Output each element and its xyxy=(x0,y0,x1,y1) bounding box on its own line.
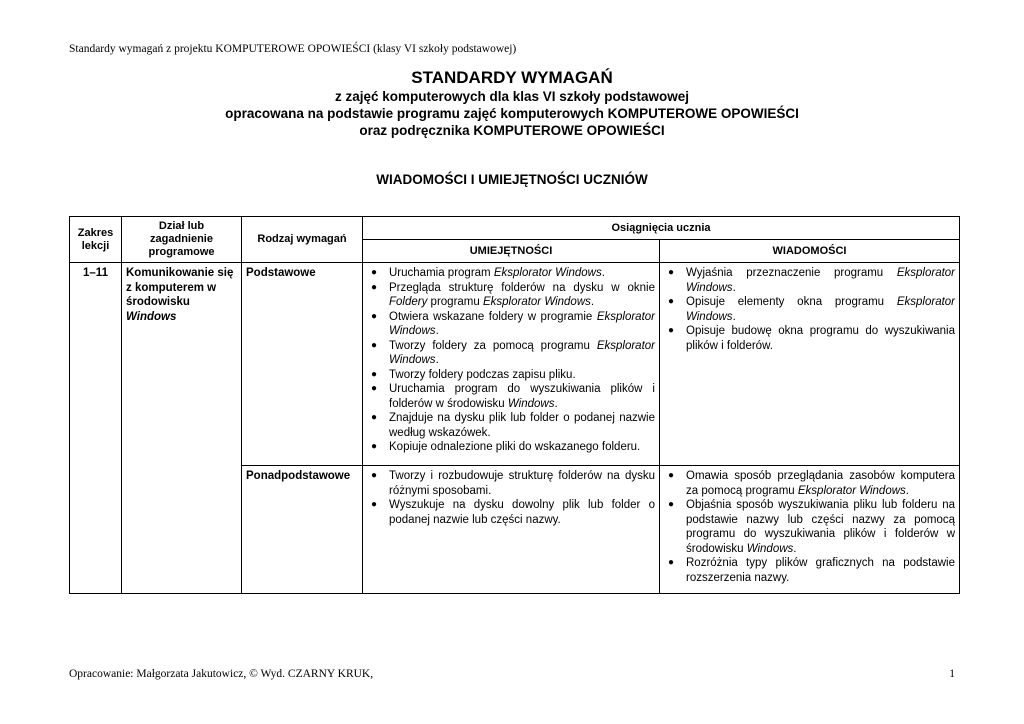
document-subtitle-line-3: oraz podręcznika KOMPUTEROWE OPOWIEŚCI xyxy=(359,123,665,138)
topic-cell xyxy=(122,263,242,594)
footer-text: Opracowanie: Małgorzata Jakutowicz, © Wyd. CZARNY KRUK, xyxy=(69,668,374,680)
level-basic: Podstawowe xyxy=(242,263,363,466)
bullet-item xyxy=(371,281,655,310)
bullet-item xyxy=(371,498,655,527)
document-title-block xyxy=(0,68,1024,139)
bullet-icon: ● xyxy=(668,267,675,278)
skills-advanced-cell xyxy=(363,466,660,594)
bullet-item xyxy=(371,440,655,455)
bullet-icon: ● xyxy=(668,557,675,568)
bullet-text: Tworzy foldery podczas zapisu pliku. xyxy=(389,368,576,381)
bullet-text: Opisuje budowę okna programu do wyszukiwania plików i folderów. xyxy=(686,325,956,352)
bullet-item xyxy=(668,556,956,585)
bullet-text-italic: Eksplorator Windows xyxy=(686,296,956,323)
bullet-item xyxy=(371,469,655,498)
bullet-text: . xyxy=(435,325,439,337)
bullet-icon: ● xyxy=(371,441,378,452)
header-topic: Dział lub zagadnienie programowe xyxy=(122,217,242,263)
bullet-icon: ● xyxy=(371,470,378,481)
bullet-text: Opisuje elementy okna programu xyxy=(686,296,897,308)
page-footer xyxy=(69,668,959,680)
bullet-item xyxy=(371,382,655,411)
level-advanced: Ponadpodstawowe xyxy=(242,466,363,594)
page-header: Standardy wymagań z projektu KOMPUTEROWE OPOWIEŚCI (klasy VI szkoły podstawowej) xyxy=(69,43,517,55)
bullet-icon: ● xyxy=(668,296,675,307)
bullet-text: . xyxy=(590,296,595,308)
bullet-text-italic: Eksplorator Windows xyxy=(797,484,906,497)
bullet-item xyxy=(371,310,655,339)
bullet-icon: ● xyxy=(371,383,378,394)
bullet-text: . xyxy=(905,484,909,497)
bullet-text-italic: Windows xyxy=(746,542,794,555)
bullet-text: Tworzy foldery za pomocą programu xyxy=(389,339,597,352)
bullet-text-italic: Eksplorator Windows xyxy=(482,296,591,308)
header-level: Rodzaj wymagań xyxy=(242,217,363,263)
knowledge-basic-cell xyxy=(660,263,960,466)
bullet-text: Omawia sposób przeglądania zasobów komputera za pomocą programu xyxy=(686,470,956,497)
bullet-text: Otwiera wskazane foldery w programie xyxy=(389,310,597,323)
bullet-item xyxy=(371,266,655,281)
knowledge-basic-list xyxy=(664,266,955,353)
bullet-text: programu xyxy=(427,296,483,308)
bullet-text: Przegląda strukturę folderów na dysku w oknie xyxy=(389,281,655,294)
bullet-icon: ● xyxy=(371,339,378,351)
document-subtitle-line-2: opracowana na podstawie programu zajęć komputerowych KOMPUTEROWE OPOWIEŚCI xyxy=(225,106,799,121)
header-knowledge: WIADOMOŚCI xyxy=(660,240,960,263)
skills-basic-cell xyxy=(363,263,660,466)
bullet-text: Objaśnia sposób wyszukiwania pliku lub folderu na podstawie nazwy lub części nazwy za pomocą programu do wyszukiwania plików i folderów w środowisku xyxy=(686,499,956,555)
bullet-text-italic: Eksplorator Windows xyxy=(389,339,655,366)
bullet-text: Wyjaśnia przeznaczenie programu xyxy=(686,267,897,279)
bullet-text: Kopiuje odnalezione pliki do wskazanego folderu. xyxy=(389,441,641,453)
bullet-item xyxy=(668,498,956,556)
bullet-item xyxy=(371,368,655,383)
bullet-icon: ● xyxy=(668,470,675,481)
bullet-text: . xyxy=(554,397,558,410)
bullet-item xyxy=(371,411,655,440)
bullet-text: . xyxy=(435,354,439,366)
topic-text-italic: Windows xyxy=(126,310,177,323)
bullet-icon: ● xyxy=(371,267,378,278)
bullet-item xyxy=(371,339,655,368)
bullet-text: Uruchamia program xyxy=(389,267,494,279)
table-header-row xyxy=(70,217,960,240)
skills-advanced-list xyxy=(367,469,655,527)
bullet-icon: ● xyxy=(668,499,675,510)
bullet-icon: ● xyxy=(371,281,378,293)
bullet-text-italic: Eksplorator Windows xyxy=(493,267,602,279)
bullet-item xyxy=(668,266,956,295)
bullet-text: . xyxy=(793,542,797,555)
page-number: 1 xyxy=(949,668,955,680)
knowledge-advanced-cell xyxy=(660,466,960,594)
bullet-item xyxy=(668,295,956,324)
bullet-icon: ● xyxy=(371,412,378,423)
bullet-text: Wyszukuje na dysku dowolny plik lub folder o podanej nazwie lub części nazwy. xyxy=(389,499,655,526)
bullet-text: Uruchamia program do wyszukiwania plików i folderów w środowisku xyxy=(389,383,655,410)
bullet-text: Znajduje na dysku plik lub folder o podanej nazwie według wskazówek. xyxy=(389,412,655,439)
header-achievements: Osiągnięcia ucznia xyxy=(363,217,960,240)
bullet-text: Rozróżnia typy plików graficznych na podstawie rozszerzenia nazwy. xyxy=(686,557,956,584)
bullet-icon: ● xyxy=(371,499,378,510)
bullet-text: . xyxy=(732,310,736,323)
range-cell: 1–11 xyxy=(70,263,122,594)
bullet-text-italic: Windows xyxy=(507,397,555,410)
bullet-text-italic: Eksplorator Windows xyxy=(389,310,655,337)
table-row-basic xyxy=(70,263,960,466)
document-title: STANDARDY WYMAGAŃ xyxy=(411,68,613,87)
bullet-text: . xyxy=(601,267,605,279)
bullet-text: Tworzy i rozbudowuje strukturę folderów na dysku różnymi sposobami. xyxy=(389,470,655,497)
bullet-item xyxy=(668,324,956,353)
header-skills: UMIEJĘTNOŚCI xyxy=(363,240,660,263)
section-title: WIADOMOŚCI I UMIEJĘTNOŚCI UCZNIÓW xyxy=(376,172,648,187)
bullet-text-italic: Eksplorator Windows xyxy=(686,267,956,294)
standards-table xyxy=(69,216,960,594)
knowledge-advanced-list xyxy=(664,469,955,585)
bullet-text: . xyxy=(732,281,736,294)
document-subtitle-line-1: z zajęć komputerowych dla klas VI szkoły podstawowej xyxy=(334,89,690,104)
topic-text: Komunikowanie się z komputerem w środowisku xyxy=(126,267,234,308)
skills-basic-list xyxy=(367,266,655,455)
bullet-text-italic: Foldery xyxy=(389,296,428,308)
bullet-icon: ● xyxy=(371,368,378,380)
bullet-icon: ● xyxy=(371,310,378,322)
bullet-icon: ● xyxy=(668,325,675,336)
header-range: Zakres lekcji xyxy=(70,217,122,263)
bullet-item xyxy=(668,469,956,498)
